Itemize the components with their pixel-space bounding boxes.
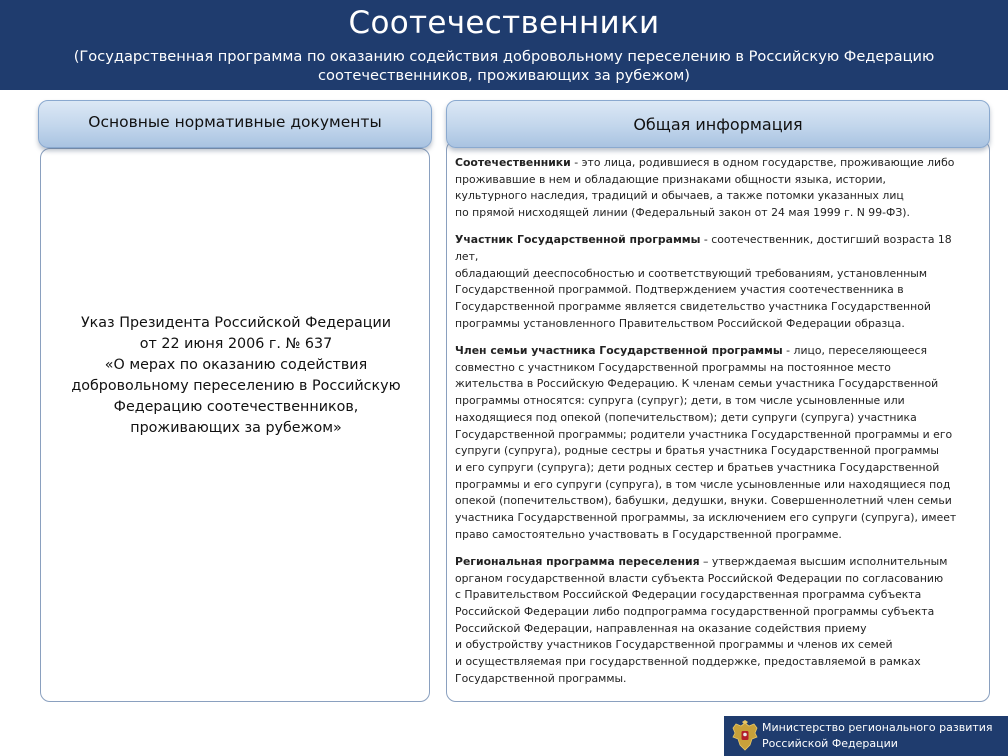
definition-line: право самостоятельно участвовать в Государственной программе.	[455, 527, 842, 541]
ministry-line: Российской Федерации	[762, 737, 898, 750]
definition-line: супруги (супруга), родные сестры и братья участника Государственной программы	[455, 444, 939, 458]
definition-line: совместно с участником Государственной программы на постоянное место	[455, 360, 891, 374]
decree-line: добровольному переселению в Российскую	[71, 378, 401, 394]
definition-line: и осуществляемая при государственной поддержке, предоставляемой в рамках	[455, 655, 921, 669]
definition-line: Российской Федерации, направленная на оказание содействия приему	[455, 621, 867, 635]
ministry-line: Министерство регионального развития	[762, 721, 993, 734]
decree-line: Указ Президента Российской Федерации	[80, 315, 392, 331]
subtitle-line: (Государственная программа по оказанию содействия добровольному переселению в Российскую Федерацию	[73, 48, 935, 65]
definition-line: Государственной программы.	[455, 671, 627, 685]
definition-line: культурного наследия, традиций и обычаев, а также потомки указанных лиц	[455, 189, 904, 203]
definition-line: Государственной программы; родители участника Государственной программы и его	[455, 427, 953, 441]
definition-line	[455, 232, 977, 265]
decree-line: «О мерах по оказанию содействия	[104, 357, 368, 373]
definition-line: и обустройству участников Государственной программы и членов их семей	[455, 638, 893, 652]
definition-participant	[455, 232, 977, 332]
definition-line: Государственной программой. Подтверждением участия соотечественника в	[455, 283, 904, 297]
decree-text	[53, 313, 419, 439]
definition-line: и его супруги (супруга); дети родных сестер и братьев участника Государственной	[455, 460, 940, 474]
subtitle-line: соотечественников, проживающих за рубежом)	[318, 67, 690, 84]
info-text	[455, 155, 977, 698]
definition-term: Член семьи участника Государственной программы	[455, 344, 783, 358]
definition-text: - это лица, родившиеся в одном государстве, проживающие либо	[570, 156, 955, 169]
definition-line: органом государственной власти субъекта Российской Федерации по согласованию	[455, 571, 944, 585]
definition-regional-program	[455, 554, 977, 688]
definition-compatriots	[455, 155, 977, 222]
decree-line: от 22 июня 2006 г. № 637	[139, 336, 333, 352]
definition-line: Российской Федерации либо подпрограмма государственной программы субъекта	[455, 605, 935, 619]
definition-line: программы установленного Правительством Российской Федерации образца.	[455, 316, 905, 330]
definition-term: Соотечественники	[455, 156, 571, 169]
page-title: Соотечественники	[348, 5, 660, 41]
decree-line: Федерацию соотечественников,	[113, 399, 359, 415]
definition-family-member	[455, 343, 977, 543]
decree-line: проживающих за рубежом»	[130, 420, 342, 436]
definition-text: – утверждаемая высшим исполнительным	[699, 554, 948, 568]
definition-line: с Правительством Российской Федерации государственная программа субъекта	[455, 588, 922, 602]
documents-panel	[40, 148, 430, 702]
definition-line: опекой (попечительством), бабушки, дедушки, внуки. Совершеннолетний член семьи	[455, 494, 952, 508]
definition-line	[455, 554, 977, 571]
definition-line: по прямой нисходящей линии (Федеральный закон от 24 мая 1999 г. N 99-ФЗ).	[455, 206, 910, 220]
definition-text: - лицо, переселяющееся	[782, 344, 927, 358]
definition-line: участника Государственной программы, за исключением его супруги (супруга), имеет	[455, 511, 957, 525]
definition-line	[455, 155, 977, 172]
ministry-footer	[724, 716, 1008, 756]
definition-line: программы и его супруги (супруга), в том числе усыновленные или находящиеся под	[455, 477, 951, 491]
page-subtitle	[40, 47, 968, 85]
definition-line: проживавшие в нем и обладающие признаками общности языка, истории,	[455, 172, 886, 186]
info-header: Общая информация	[446, 100, 990, 148]
russian-coat-of-arms-icon	[730, 719, 760, 753]
ministry-name	[762, 720, 1002, 752]
definition-line: программы относятся: супруга (супруг); дети, в том числе усыновленные или	[455, 394, 905, 408]
definition-term: Участник Государственной программы	[455, 233, 701, 247]
documents-header: Основные нормативные документы	[38, 100, 432, 148]
definition-line: находящиеся под опекой (попечительством); дети супруги (супруга) участника	[455, 410, 917, 424]
definition-line: жительства в Российскую Федерацию. К членам семьи участника Государственной	[455, 377, 939, 391]
definition-text: - соотечественник, достигший возраста 18 лет,	[455, 233, 952, 264]
definition-line: Государственной программе является свидетельство участника Государственной	[455, 300, 931, 314]
definition-line: обладающий дееспособностью и соответствующий требованиям, установленным	[455, 266, 928, 280]
definition-term: Региональная программа переселения	[455, 554, 700, 568]
info-panel	[446, 140, 990, 702]
definition-line	[455, 343, 977, 360]
title-banner	[0, 0, 1008, 90]
